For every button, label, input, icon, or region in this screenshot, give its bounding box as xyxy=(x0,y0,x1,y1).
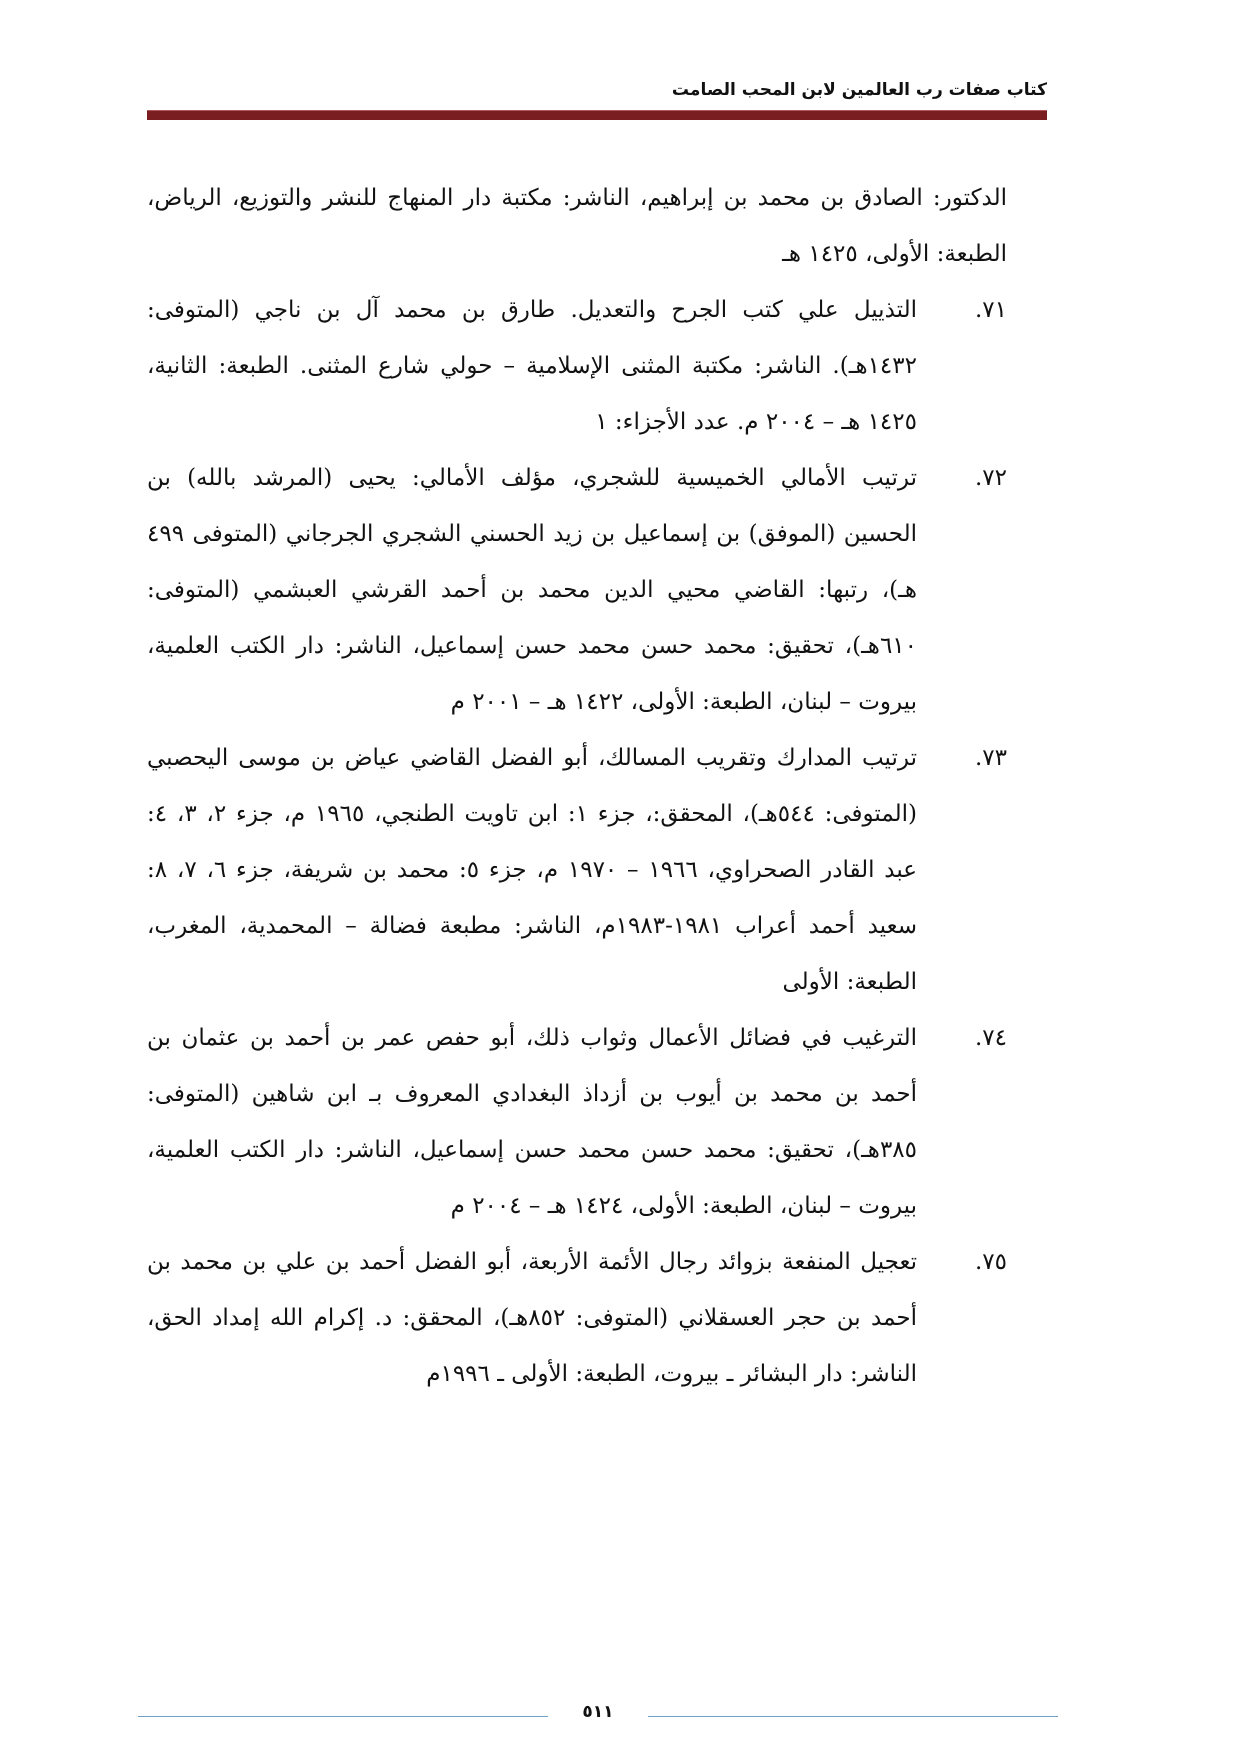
bibliography-entry-73 xyxy=(147,730,1007,1010)
bibliography-entry-75 xyxy=(147,1234,1007,1402)
bibliography-entry-71 xyxy=(147,282,1007,450)
entry-text: التذييل علي كتب الجرح والتعديل. طارق بن محمد آل بن ناجي (المتوفى: ١٤٣٢هـ). الناشر: مكتبة المثنى الإسلامية – حولي شارع المثنى. الطبعة: الثانية، ١٤٢٥ هـ – ٢٠٠٤ م. عدد الأجزاء: ١ xyxy=(147,297,917,435)
continuation-paragraph: الدكتور: الصادق بن محمد بن إبراهيم، الناشر: مكتبة دار المنهاج للنشر والتوزيع، الرياض، الطبعة: الأولى، ١٤٢٥ هـ xyxy=(147,185,1007,267)
entry-number: ٧٥. xyxy=(974,1249,1007,1275)
entry-number: ٧١. xyxy=(974,297,1007,323)
entry-text: ترتيب الأمالي الخميسية للشجري، مؤلف الأمالي: يحيى (المرشد بالله) بن الحسين (الموفق) بن إسماعيل بن زيد الحسني الشجري الجرجاني (المتوفى ٤٩٩ هـ)، رتبها: القاضي محيي الدين محمد بن أحمد القرشي العبشمي (المتوفى: ٦١٠هـ)، تحقيق: محمد حسن محمد حسن إسماعيل، الناشر: دار الكتب العلمية، بيروت – لبنان، الطبعة: الأولى، ١٤٢٢ هـ – ٢٠٠١ م xyxy=(147,465,917,715)
entry-text: تعجيل المنفعة بزوائد رجال الأئمة الأربعة، أبو الفضل أحمد بن علي بن محمد بن أحمد بن حجر العسقلاني (المتوفى: ٨٥٢هـ)، المحقق: د. إكرام الله إمداد الحق، الناشر: دار البشائر ـ بيروت، الطبعة: الأولى ـ ١٩٩٦م xyxy=(147,1249,918,1387)
bibliography-entry-72 xyxy=(147,450,1007,730)
entry-text: الترغيب في فضائل الأعمال وثواب ذلك، أبو حفص عمر بن أحمد بن عثمان بن أحمد بن محمد بن أيوب بن أزداذ البغدادي المعروف بـ ابن شاهين (المتوفى: ٣٨٥هـ)، تحقيق: محمد حسن محمد حسن إسماعيل، الناشر: دار الكتب العلمية، بيروت – لبنان، الطبعة: الأولى، ١٤٢٤ هـ – ٢٠٠٤ م xyxy=(147,1025,917,1219)
header-divider xyxy=(147,110,1047,120)
page-number: ٥١١ xyxy=(582,1702,614,1722)
entry-number: ٧٢. xyxy=(974,465,1007,491)
entry-number: ٧٤. xyxy=(974,1025,1007,1051)
entry-number: ٧٣. xyxy=(974,745,1007,771)
page-footer xyxy=(138,1702,1058,1732)
entry-text: ترتيب المدارك وتقريب المسالك، أبو الفضل القاضي عياض بن موسى اليحصبي (المتوفى: ٥٤٤هـ)، المحقق:، جزء ١: ابن تاويت الطنجي، ١٩٦٥ م، جزء ٢، ٣، ٤: عبد القادر الصحراوي، ١٩٦٦ – ١٩٧٠ م، جزء ٥: محمد بن شريفة، جزء ٦، ٧، ٨: سعيد أحمد أعراب ١٩٨١-١٩٨٣م، الناشر: مطبعة فضالة – المحمدية، المغرب، الطبعة: الأولى xyxy=(147,745,918,995)
footer-divider-right xyxy=(648,1716,1058,1717)
bibliography-entry-74 xyxy=(147,1010,1007,1234)
running-header: كتاب صفات رب العالمين لابن المحب الصامت xyxy=(671,80,1047,100)
bibliography-content xyxy=(147,170,1007,1402)
